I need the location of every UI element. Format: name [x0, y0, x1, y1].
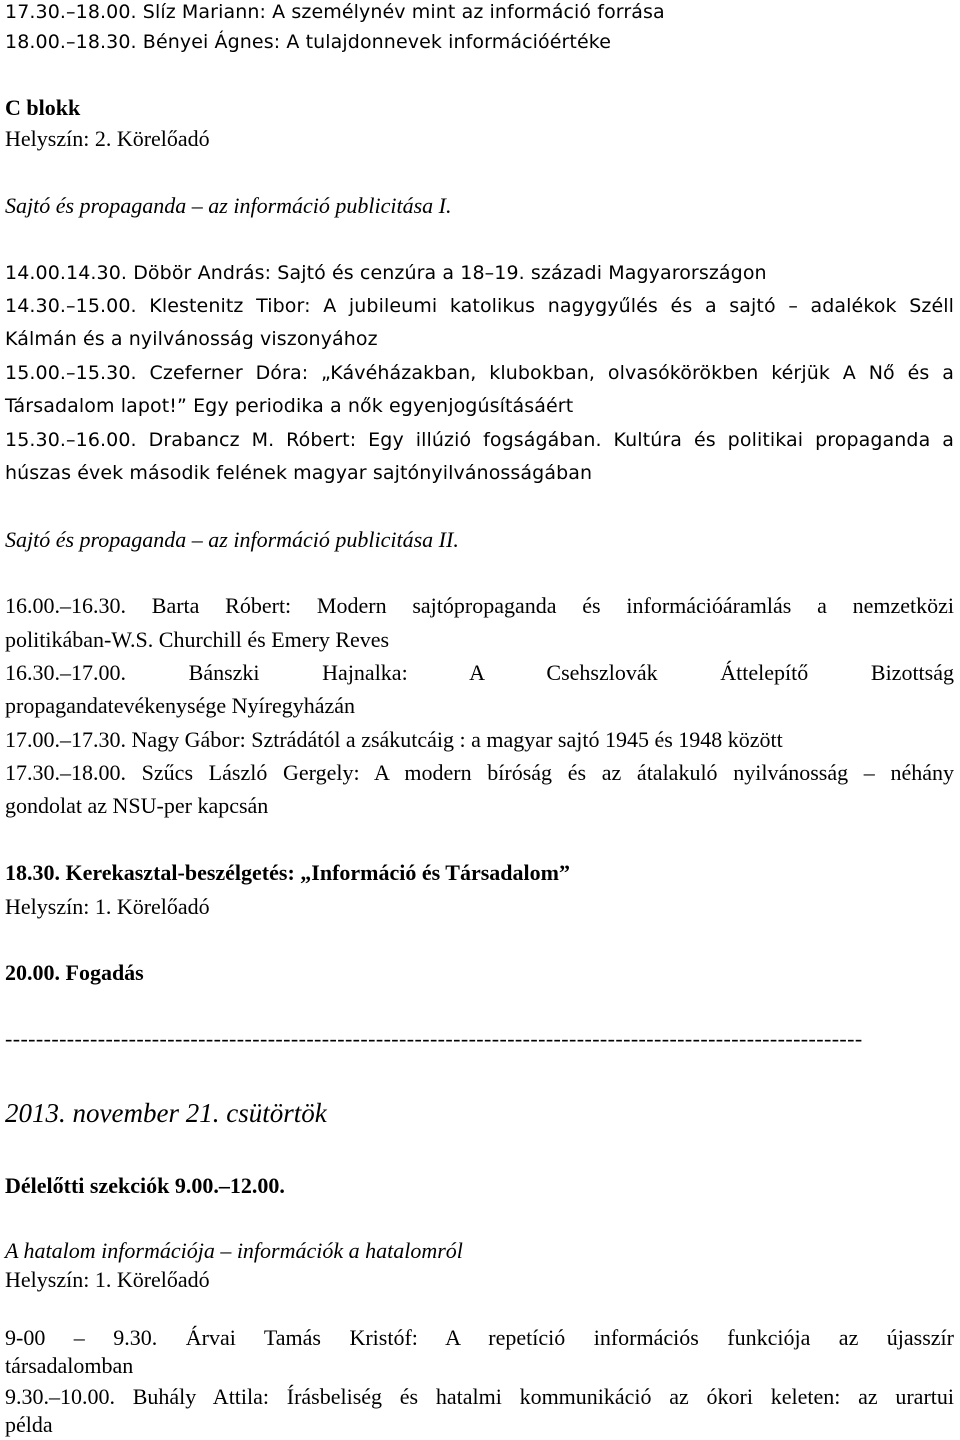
program-line: 15.30.–16.00. Drabancz M. Róbert: Egy illúzió fogságában. Kultúra és politikai propaganda a: [5, 429, 954, 451]
program-line: 16.30.–17.00. Bánszki Hajnalka: A Csehszlovák Áttelepítő Bizottság: [5, 660, 954, 685]
program-line: 18.00.–18.30. Bényei Ágnes: A tulajdonnevek információértéke: [5, 31, 611, 53]
section-title: A hatalom információja – információk a hatalomról: [5, 1238, 463, 1263]
program-line: 17.30.–18.00. Slíz Mariann: A személynév mint az információ forrása: [5, 1, 665, 23]
session-heading: Délelőtti szekciók 9.00.–12.00.: [5, 1173, 285, 1198]
program-line: húszas évek második felének magyar sajtónyilvánosságában: [5, 462, 593, 484]
venue-line: Helyszín: 1. Körelőadó: [5, 894, 210, 919]
program-line: propagandatevékenysége Nyíregyházán: [5, 693, 356, 718]
block-heading: C blokk: [5, 95, 81, 120]
program-line: politikában-W.S. Churchill és Emery Reves: [5, 627, 390, 652]
section-title: Sajtó és propaganda – az információ publicitása II.: [5, 527, 459, 552]
program-line: 16.00.–16.30. Barta Róbert: Modern sajtópropaganda és információáramlás a nemzetközi: [5, 593, 954, 618]
program-line: 9.30.–10.00. Buhály Attila: Írásbeliség és hatalmi kommunikáció az ókori keleten: az urartui: [5, 1384, 954, 1409]
program-line: 9-00 – 9.30. Árvai Tamás Kristóf: A repetíció információs funkciója az újasszír: [5, 1325, 954, 1350]
program-line: Kálmán és a nyilvánosság viszonyához: [5, 328, 378, 350]
program-line: gondolat az NSU-per kapcsán: [5, 793, 269, 818]
program-line: 17.00.–17.30. Nagy Gábor: Sztrádától a zsákutcáig : a magyar sajtó 1945 és 1948 között: [5, 727, 783, 752]
program-line: Társadalom lapot!” Egy periodika a nők egyenjogúsításáért: [5, 395, 574, 417]
section-title: Sajtó és propaganda – az információ publicitása I.: [5, 193, 452, 218]
venue-line: Helyszín: 1. Körelőadó: [5, 1267, 210, 1292]
day-heading: 2013. november 21. csütörtök: [5, 1098, 327, 1128]
dashed-separator: ---------------------------------------------------------------------------------------------------------------: [5, 1026, 863, 1051]
program-line: 17.30.–18.00. Szűcs László Gergely: A modern bíróság és az átalakuló nyilvánosság – néhány: [5, 760, 954, 785]
program-line: példa: [5, 1412, 53, 1437]
roundtable-heading: 18.30. Kerekasztal-beszélgetés: „Információ és Társadalom”: [5, 860, 570, 885]
reception-heading: 20.00. Fogadás: [5, 960, 144, 985]
program-line: 14.00.14.30. Döbör András: Sajtó és cenzúra a 18–19. századi Magyarországon: [5, 262, 767, 284]
program-line: társadalomban: [5, 1353, 134, 1378]
program-line: 15.00.–15.30. Czeferner Dóra: „Kávéházakban, klubokban, olvasókörökben kérjük A Nő és a: [5, 362, 954, 384]
program-line: 14.30.–15.00. Klestenitz Tibor: A jubileumi katolikus nagygyűlés és a sajtó – adalékok Széll: [5, 295, 954, 317]
venue-line: Helyszín: 2. Körelőadó: [5, 126, 210, 151]
